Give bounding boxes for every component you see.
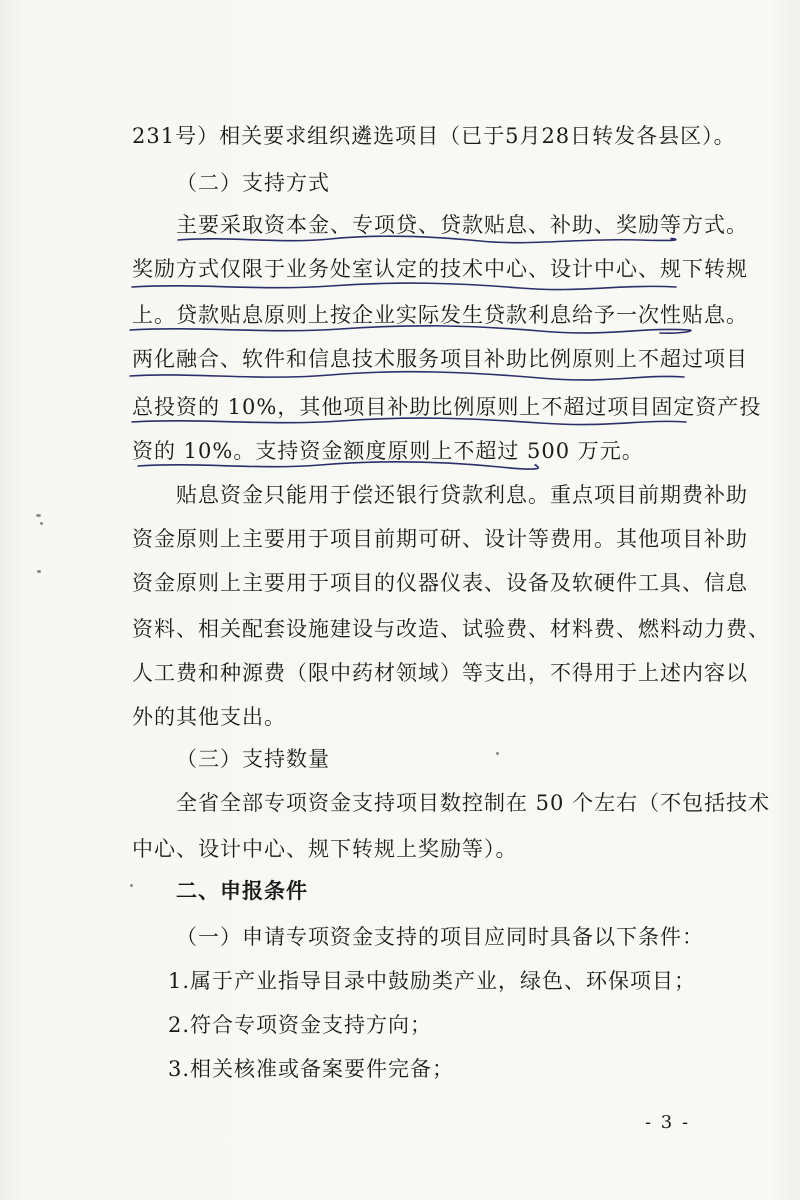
- text-line-9: 贴息资金只能用于偿还银行贷款利息。重点项目前期费补助: [176, 483, 748, 507]
- list-item-2: 2.符合专项资金支持方向；: [168, 1013, 433, 1037]
- underline-3: [130, 326, 691, 333]
- underline-1: [178, 236, 676, 243]
- text-line-11: 资金原则上主要用于项目的仪器仪表、设备及软硬件工具、信息: [132, 571, 748, 595]
- underline-2: [132, 283, 676, 289]
- page-number: - 3 -: [645, 1112, 691, 1133]
- text-line-8: 资的 10%。支持资金额度原则上不超过 500 万元。: [132, 439, 644, 463]
- text-line-4: 奖励方式仅限于业务处室认定的技术中心、设计中心、规下转规: [132, 257, 748, 281]
- scan-speck: [496, 752, 499, 755]
- underline-6: [138, 462, 538, 469]
- list-item-3: 3.相关核准或备案要件完备；: [168, 1057, 455, 1081]
- subheading-support-method: （二）支持方式: [176, 171, 330, 195]
- text-line-17: 中心、设计中心、规下转规上奖励等）。: [132, 837, 518, 861]
- text-line-1: 231号）相关要求组织遴选项目（已于5月28日转发各县区）。: [132, 124, 736, 148]
- scan-speck: [130, 884, 133, 887]
- subheading-support-quantity: （三）支持数量: [176, 747, 330, 771]
- underline-5: [132, 418, 686, 424]
- text-line-10: 资金原则上主要用于项目前期可研、设计等费用。其他项目补助: [132, 527, 748, 551]
- text-line-14: 外的其他支出。: [132, 705, 286, 729]
- text-line-16: 全省全部专项资金支持项目数控制在 50 个左右（不包括技术: [176, 791, 771, 815]
- scan-speck: [36, 514, 41, 517]
- text-line-3: 主要采取资本金、专项贷、贷款贴息、补助、奖励等方式。: [176, 213, 748, 237]
- scan-speck: [37, 570, 41, 573]
- text-line-5: 上。贷款贴息原则上按企业实际发生贷款利息给予一次性贴息。: [132, 303, 748, 327]
- text-line-6: 两化融合、软件和信息技术服务项目补助比例原则上不超过项目: [132, 347, 748, 371]
- text-line-7: 总投资的 10%，其他项目补助比例原则上不超过项目固定资产投: [132, 395, 762, 419]
- text-line-19: （一）申请专项资金支持的项目应同时具备以下条件：: [176, 925, 704, 949]
- underline-4: [130, 372, 684, 380]
- section-heading-application-conditions: 二、申报条件: [176, 878, 308, 903]
- scan-speck: [40, 522, 43, 525]
- text-line-13: 人工费和种源费（限中药材领域）等支出，不得用于上述内容以: [132, 661, 748, 685]
- text-line-12: 资料、相关配套设施建设与改造、试验费、材料费、燃料动力费、: [132, 617, 770, 641]
- list-item-1: 1.属于产业指导目录中鼓励类产业，绿色、环保项目；: [168, 969, 697, 993]
